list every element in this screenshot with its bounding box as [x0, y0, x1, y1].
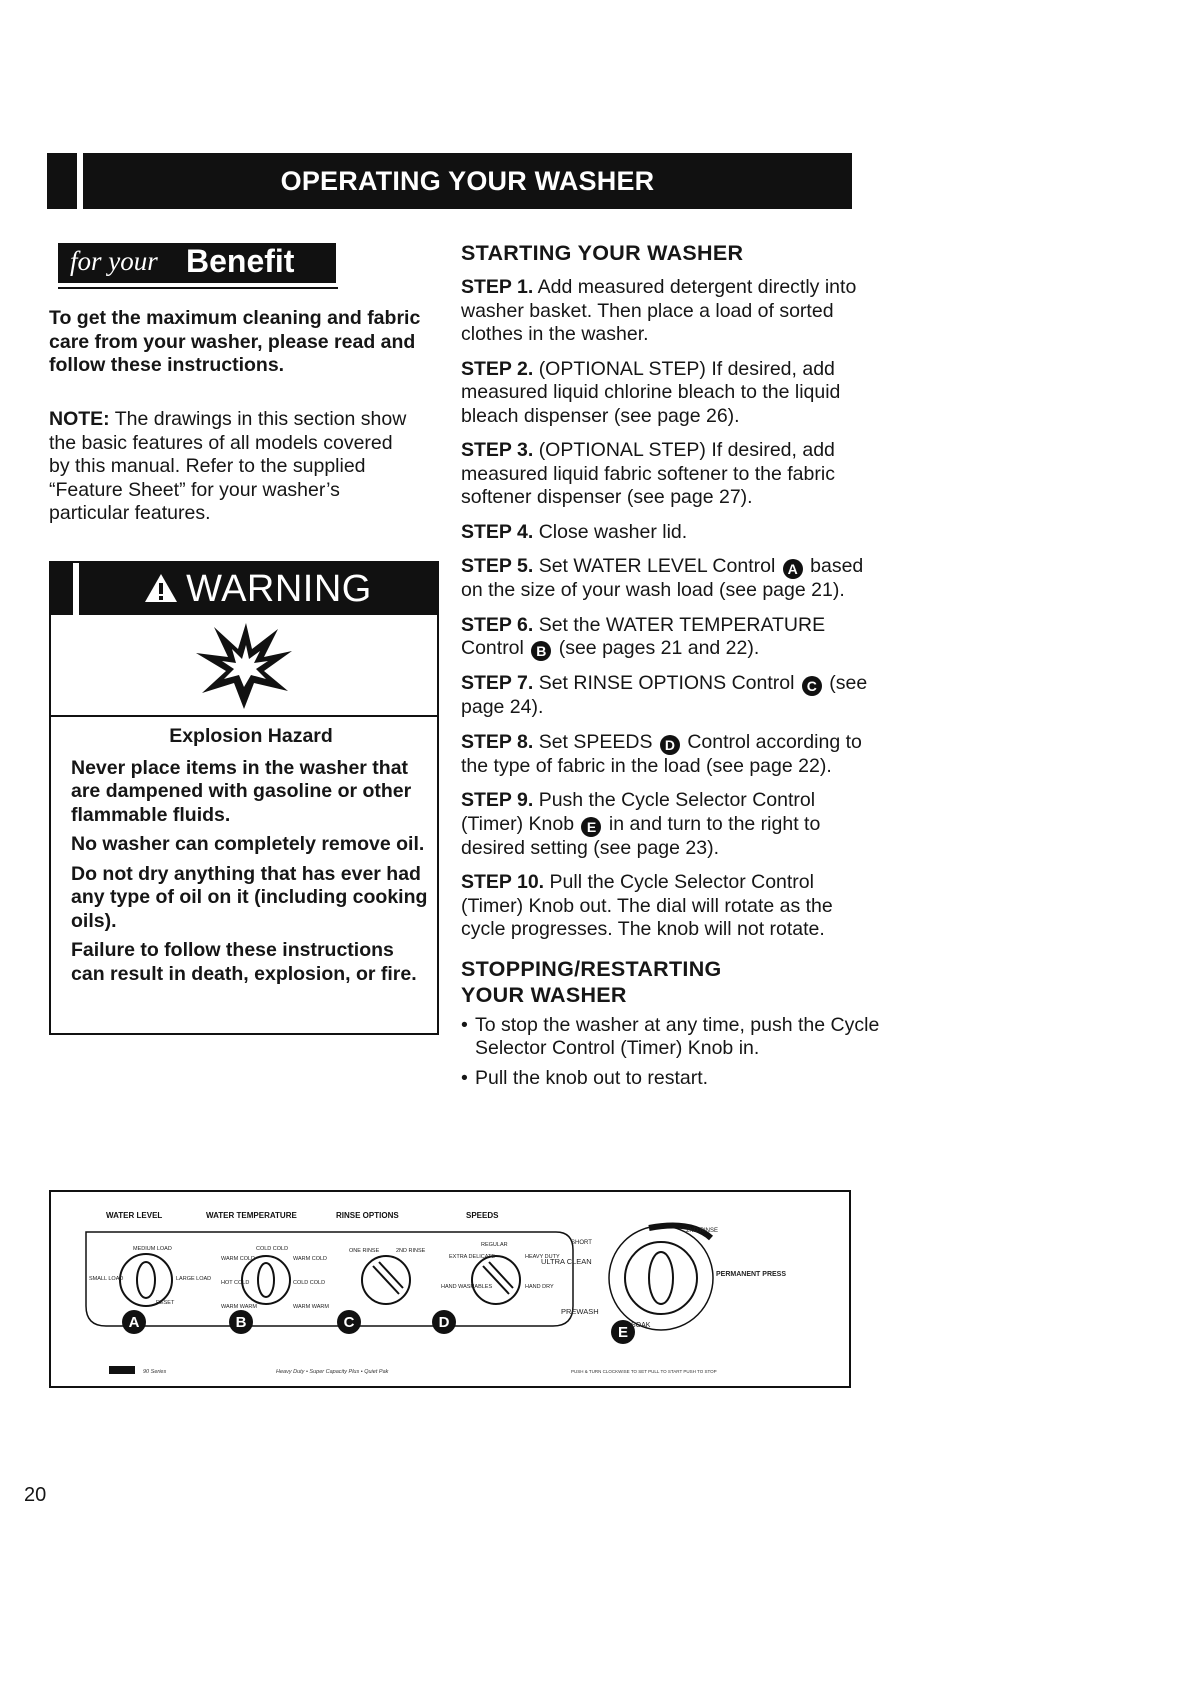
knob-label: WARM WARM [221, 1304, 257, 1310]
control-panel-illustration [49, 1190, 851, 1388]
starting-heading: STARTING YOUR WASHER [461, 241, 744, 265]
step-text: (see pages 21 and 22). [558, 637, 760, 659]
step-item [461, 555, 881, 603]
knob-label: WARM WARM [293, 1304, 329, 1310]
step-text: Set the WATER TEMPERATURE Control [461, 613, 826, 659]
knob-label: LARGE LOAD [176, 1276, 212, 1282]
for-your-benefit-logo [58, 243, 336, 283]
step-label: STEP 3. [461, 439, 534, 461]
step-text: Set RINSE OPTIONS Control [538, 672, 795, 694]
control-marker-a: A [783, 559, 803, 579]
step-item [461, 871, 881, 942]
list-item: • To stop the washer at any time, push the Cycle Selector Control (Timer) Knob in. [461, 1014, 881, 1061]
knob-label: HAND WASHABLES [441, 1284, 493, 1290]
step-item [461, 439, 881, 510]
warning-box [49, 561, 439, 1035]
benefit-logo-small: for your [70, 246, 158, 276]
warning-line: Never place items in the washer that are dampened with gasoline or other flammable fluids. [71, 756, 412, 826]
step-text: Control according to the type of fabric in the load (see page 22). [461, 730, 862, 777]
step-text: (see page 24). [461, 672, 868, 718]
stopping-list [461, 1014, 881, 1091]
benefit-logo-big: Benefit [186, 243, 295, 279]
hazard-title: Explosion Hazard [169, 725, 333, 747]
stopping-heading-line2: YOUR WASHER [461, 982, 627, 1007]
step-text: (OPTIONAL STEP) If desired, add measured liquid chlorine bleach to the liquid bleach dispenser (see page 26). [461, 357, 841, 427]
warning-text [71, 725, 431, 992]
marker-e: E [617, 1324, 629, 1341]
explosion-icon [194, 623, 294, 711]
warning-separator [51, 715, 437, 717]
marker-b: B [235, 1314, 247, 1331]
note-text: The drawings in this section show the basic features of all models covered by this manual. Refer to the supplied “Feature Sheet” for your washer’s particular features. [49, 408, 407, 524]
panel-series: 90 Series [143, 1369, 167, 1375]
page-number: 20 [24, 1484, 47, 1506]
cycle-label: ULTRA CLEAN [541, 1257, 592, 1266]
knob-label: HAND DRY [525, 1284, 554, 1290]
step-label: STEP 2. [461, 357, 534, 380]
knob-label: ONE RINSE [349, 1248, 380, 1254]
step-label: STEP 8. [461, 730, 534, 753]
step-label: STEP 4. [461, 520, 534, 543]
step-label: STEP 9. [461, 789, 534, 811]
note-paragraph [49, 408, 409, 526]
step-text: (OPTIONAL STEP) If desired, add measured liquid fabric softener to the fabric softener dispenser (see page 27). [461, 439, 835, 508]
knob-label: WARM COLD [221, 1256, 256, 1262]
knob-label: COLD COLD [293, 1280, 326, 1286]
step-item [461, 614, 881, 662]
note-label: NOTE: [49, 408, 110, 430]
step-item [461, 672, 881, 720]
knob-label: SMALL LOAD [89, 1276, 124, 1282]
step-item [461, 358, 881, 429]
marker-c: C [343, 1314, 355, 1331]
panel-label: WATER LEVEL [106, 1211, 163, 1220]
warning-line: Failure to follow these instructions can result in death, explosion, or fire. [71, 939, 417, 985]
step-text: Set WATER LEVEL Control [538, 555, 776, 577]
warning-heading: WARNING [186, 568, 372, 610]
control-marker-b: B [531, 641, 551, 661]
step-label: STEP 5. [461, 555, 534, 577]
control-marker-d: D [660, 735, 680, 755]
warning-line: No washer can completely remove oil. [71, 833, 425, 855]
warning-header [51, 563, 437, 615]
knob-label: MEDIUM LOAD [133, 1246, 172, 1252]
starting-instructions [461, 240, 881, 1096]
marker-d: D [438, 1314, 450, 1331]
control-marker-e: E [581, 817, 601, 837]
step-text: based on the size of your wash load (see page 21). [461, 555, 864, 601]
control-marker-c: C [802, 676, 822, 696]
timer-footer: PUSH & TURN CLOCKWISE TO SET PULL TO START PUSH TO STOP [571, 1369, 717, 1374]
cycle-label: SHORT [571, 1240, 592, 1246]
step-text: Close washer lid. [538, 520, 688, 543]
marker-a: A [128, 1314, 140, 1331]
step-text: Set SPEEDS [538, 730, 653, 753]
step-item [461, 789, 881, 860]
knob-label: RESET [156, 1300, 175, 1306]
warning-triangle-icon [144, 573, 178, 603]
knob-label: REGULAR [481, 1242, 508, 1248]
step-item [461, 276, 881, 347]
panel-label: RINSE OPTIONS [336, 1211, 399, 1220]
knob-label: HOT COLD [221, 1280, 250, 1286]
benefit-intro: To get the maximum cleaning and fabric care from your washer, please read and follow these instructions. [49, 307, 421, 376]
control-panel-drawing [51, 1192, 849, 1386]
step-text: Push the Cycle Selector Control (Timer) Knob [461, 789, 816, 835]
stopping-heading-line1: STOPPING/RESTARTING [461, 956, 722, 981]
step-text: Add measured detergent directly into washer basket. Then place a load of sorted clothes in the washer. [461, 276, 857, 345]
step-text: in and turn to the right to desired setting (see page 23). [461, 812, 821, 859]
list-item: • Pull the knob out to restart. [461, 1067, 881, 1091]
step-label: STEP 6. [461, 613, 534, 636]
knob-label: 2ND RINSE [396, 1248, 426, 1254]
step-item [461, 521, 881, 545]
panel-label: SPEEDS [466, 1211, 499, 1220]
panel-footer: Heavy Duty • Super Capacity Plus • Quiet Pak [276, 1369, 389, 1375]
section-title: OPERATING YOUR WASHER [280, 166, 655, 196]
brand-logo [109, 1366, 135, 1374]
cycle-label: SOAK [631, 1322, 651, 1329]
panel-label: WATER TEMPERATURE [206, 1211, 297, 1220]
knob-label: WARM COLD [293, 1256, 328, 1262]
step-label: STEP 7. [461, 672, 534, 694]
cycle-label: 2ND RINSE [686, 1228, 719, 1234]
knob-label: EXTRA DELICATE [449, 1254, 496, 1260]
cycle-label: PREWASH [561, 1307, 599, 1316]
section-header-banner [47, 153, 852, 209]
step-item [461, 731, 881, 779]
step-text: Pull the Cycle Selector Control (Timer) Knob out. The dial will rotate as the cycle progresses. The knob will not rotate. [461, 871, 833, 940]
benefit-underline [58, 287, 338, 289]
step-label: STEP 10. [461, 871, 545, 893]
warning-line: Do not dry anything that has ever had any type of oil on it (including cooking oils). [71, 862, 428, 932]
cycle-label: PERMANENT PRESS [716, 1271, 787, 1278]
step-label: STEP 1. [461, 276, 534, 298]
knob-label: COLD COLD [256, 1246, 289, 1252]
knob-label: HEAVY DUTY [525, 1254, 560, 1260]
